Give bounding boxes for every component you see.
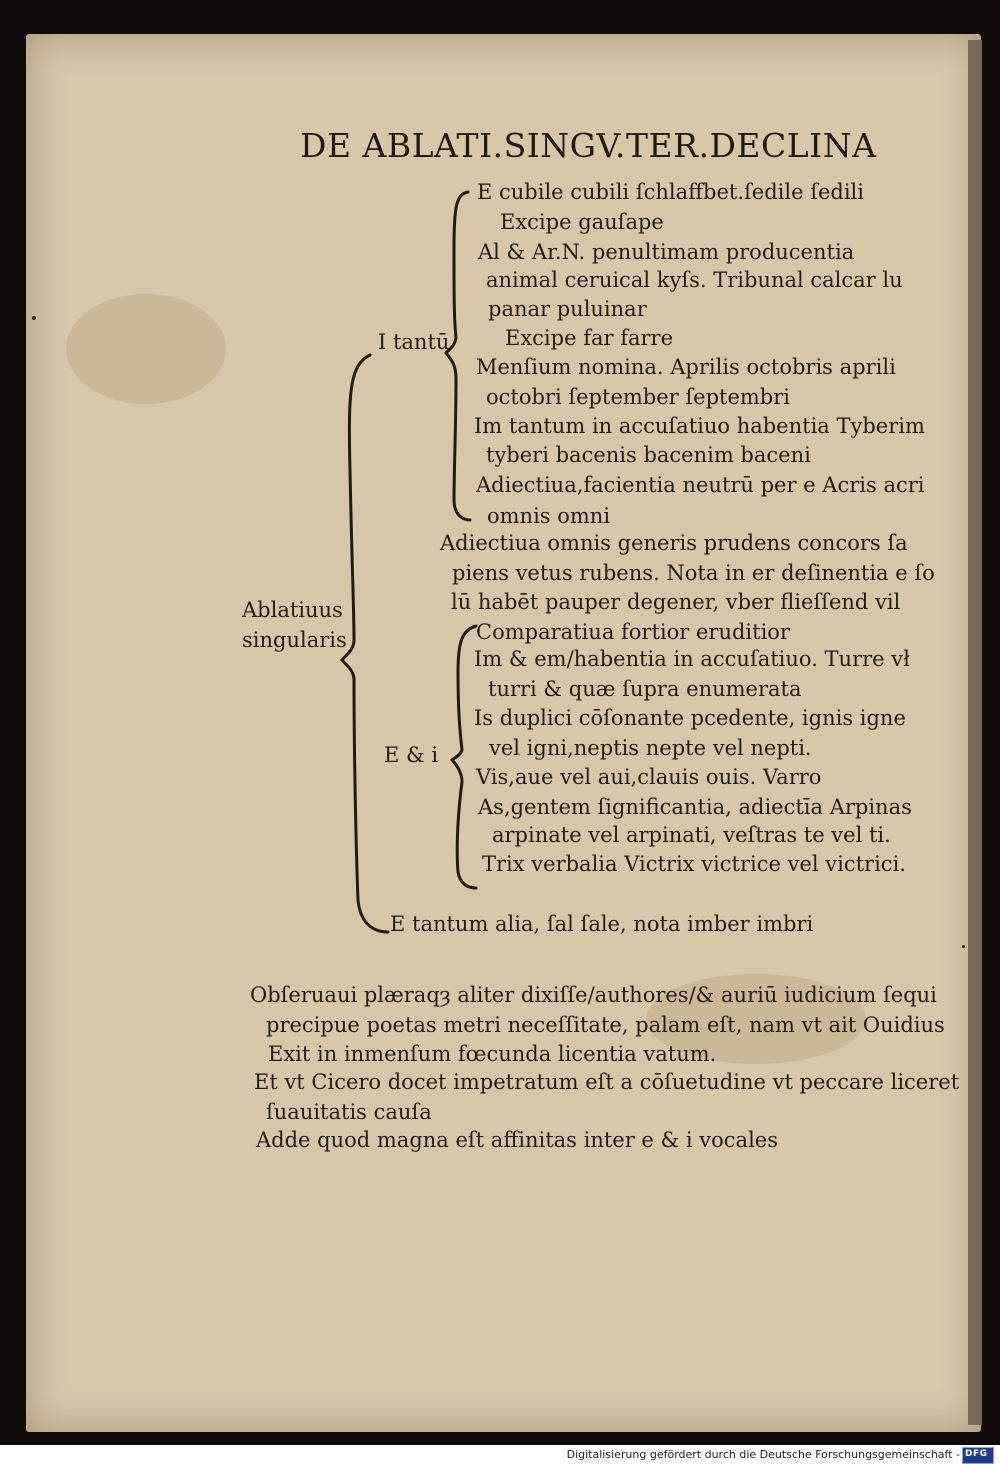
e-et-i-line: turri & quæ ſupra enumerata — [488, 677, 802, 701]
e-et-i-line: Vis,aue vel aui,clauis ouis. Varro — [476, 765, 822, 789]
middle-line: lū habēt pauper degener, vber flieſſend vil — [451, 590, 901, 614]
dfg-logo — [962, 1447, 994, 1464]
footer-bar — [0, 1445, 1000, 1465]
e-et-i-line: Comparatiua fortior eruditior — [476, 620, 790, 644]
i-tantum-line: tyberi bacenis bacenim baceni — [486, 443, 811, 467]
i-tantum-line: E cubile cubili ſchlaffbet.ſedile ſedili — [477, 180, 864, 204]
e-et-i-line: As,gentem ſignificantia, adiectīa Arpinas — [478, 795, 912, 819]
ink-speck — [32, 316, 36, 320]
page-stain — [66, 294, 226, 404]
i-tantum-line: Al & Ar.N. penultimam producentia — [478, 240, 855, 264]
i-tantum-line: Excipe gauſape — [500, 210, 664, 234]
middle-line: Adiectiua omnis generis prudens concors ſa — [440, 531, 908, 555]
i-tantum-line: octobri ſeptember ſeptembri — [486, 385, 790, 409]
e-et-i-line: Im & em/habentia in accuſatiuo. Turre vł — [474, 647, 910, 671]
ablativus-label-line1: Ablatiuus — [242, 598, 343, 622]
e-tantum-line: E tantum alia, ſal ſale, nota imber imbri — [390, 912, 814, 936]
ablativus-brace — [340, 350, 400, 940]
dfg-logo-text: DFG — [965, 1449, 988, 1459]
i-tantum-brace — [440, 188, 480, 528]
i-tantum-line: Excipe far farre — [505, 326, 673, 350]
paragraph-line: precipue poetas metri neceſſitate, palam eſt, nam vt ait Ouidius — [266, 1013, 945, 1037]
paragraph-line: ſuauitatis cauſa — [266, 1100, 432, 1124]
e-et-i-line: Trix verbalia Victrix victrice vel victrici. — [482, 852, 906, 876]
paragraph-line: Obſeruaui plæraqȝ aliter dixiſſe/authores/& auriū iudicium ſequi — [250, 983, 937, 1007]
paragraph-line: Et vt Cicero docet impetratum eſt a cōſuetudine vt peccare liceret — [254, 1070, 960, 1094]
page-title: DE ABLATI.SINGV.TER.DECLINA — [300, 126, 877, 165]
ablativus-label-line2: singularis — [242, 628, 347, 652]
ink-speck — [962, 945, 965, 948]
i-tantum-line: Im tantum in accuſatiuo habentia Tyberim — [474, 414, 925, 438]
page-gutter-edge — [968, 40, 982, 1425]
i-tantum-line: Menſium nomina. Aprilis octobris aprili — [476, 355, 896, 379]
i-tantum-line: Adiectiua,facientia neutrū per e Acris acri — [476, 473, 925, 497]
paragraph-line: Adde quod magna eſt affinitas inter e & i vocales — [256, 1128, 778, 1152]
paragraph-line: Exit in inmenſum fœcunda licentia vatum. — [268, 1042, 717, 1066]
i-tantum-line: panar puluinar — [488, 297, 647, 321]
i-tantum-label: I tantū — [378, 330, 450, 354]
i-tantum-line: animal ceruical kyſs. Tribunal calcar lu — [486, 268, 903, 292]
e-et-i-line: vel igni,neptis nepte vel nepti. — [489, 736, 812, 760]
e-et-i-line: Is duplici cōſonante pcedente, ignis igne — [474, 706, 906, 730]
middle-line: piens vetus rubens. Nota in er deſinentia e ſo — [452, 561, 935, 585]
funding-credit: Digitalisierung gefördert durch die Deutsche Forschungsgemeinschaft - — [566, 1448, 960, 1461]
e-et-i-label: E & i — [384, 743, 439, 767]
i-tantum-line: omnis omni — [487, 504, 611, 528]
e-et-i-line: arpinate vel arpinati, veſtras te vel ti. — [492, 823, 891, 847]
